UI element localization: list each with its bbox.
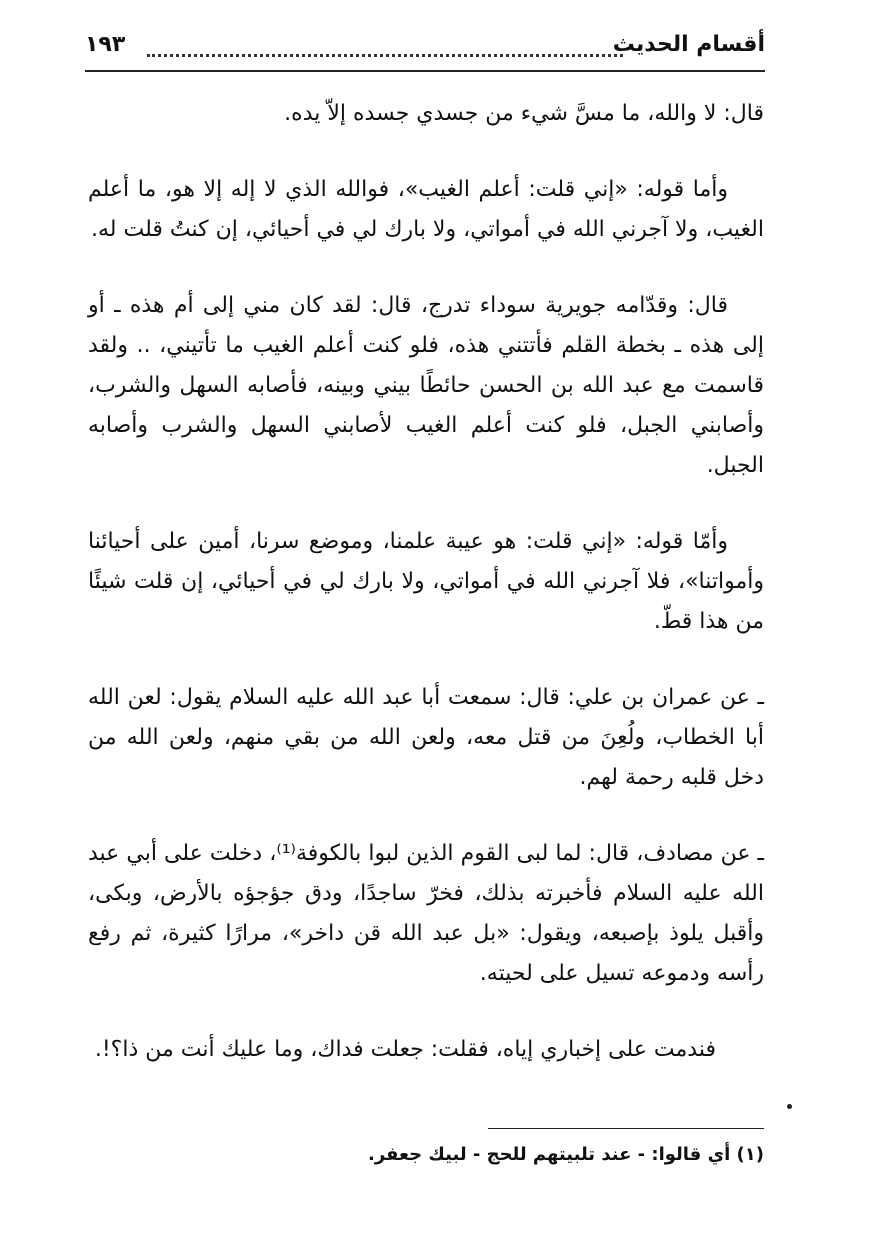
paragraph-6: ـ عن مصادف، قال: لما لبى القوم الذين لبوا بالكوفة⁽¹⁾، دخلت على أبي عبد الله عليه السلام فأخبرته بذلك، فخرّ ساجدًا، ودق جؤجؤه بالأرض، وبكى، وأقبل يلوذ بإصبعه، ويقول: «بل عبد الله قن داخر»، مرارًا كثيرة، ثم رفع رأسه ودموعه تسيل على لحيته. <box>88 841 764 986</box>
page-number: ١٩٣ <box>85 32 126 57</box>
body-text <box>88 94 764 1106</box>
footnote: (١) أي قالوا: - عند تلبيتهم للحج - لبيك جعفر. <box>367 1144 764 1165</box>
bullet-dot <box>787 1104 792 1109</box>
running-head <box>85 32 765 72</box>
paragraph-3: قال: وقدّامه جويرية سوداء تدرج، قال: لقد كان مني إلى أم هذه ـ أو إلى هذه ـ بخطة القلم فأتتني هذه، فلو كنت أعلم الغيب ما تأتيني، .. ولقد قاسمت مع عبد الله بن الحسن حائطًا بيني وبينه، فأصابه السهل والشرب، وأصابني الجبل، فلو كنت أعلم الغيب لأصابني السهل والشرب وأصابه الجبل. <box>88 293 764 478</box>
footnote-separator <box>488 1128 764 1129</box>
paragraph-2: وأما قوله: «إني قلت: أعلم الغيب»، فوالله الذي لا إله إلا هو، ما أعلم الغيب، ولا آجرني الله في أمواتي، ولا بارك لي في أحيائي، إن كنتُ قلت له. <box>88 177 764 242</box>
paragraph-4: وأمّا قوله: «إني قلت: هو عيبة علمنا، وموضع سرنا، أمين على أحيائنا وأمواتنا»، فلا آجرني الله في أمواتي، ولا بارك لي في أحيائي، إن قلت شيئًا من هذا قطّ. <box>88 529 764 634</box>
paragraph-7: فندمت على إخباري إياه، فقلت: جعلت فداك، وما عليك أنت من ذا؟!. <box>94 1037 716 1062</box>
chapter-title: أقسام الحديث <box>612 32 765 57</box>
paragraph-1: قال: لا والله، ما مسَّ شيء من جسدي جسده إلاّ يده. <box>284 101 764 126</box>
leader-dots <box>147 54 623 57</box>
paragraph-5: ـ عن عمران بن علي: قال: سمعت أبا عبد الله عليه السلام يقول: لعن الله أبا الخطاب، ولُعِنَ من قتل معه، ولعن الله من بقي منهم، ولعن الله من دخل قلبه رحمة لهم. <box>88 685 764 790</box>
